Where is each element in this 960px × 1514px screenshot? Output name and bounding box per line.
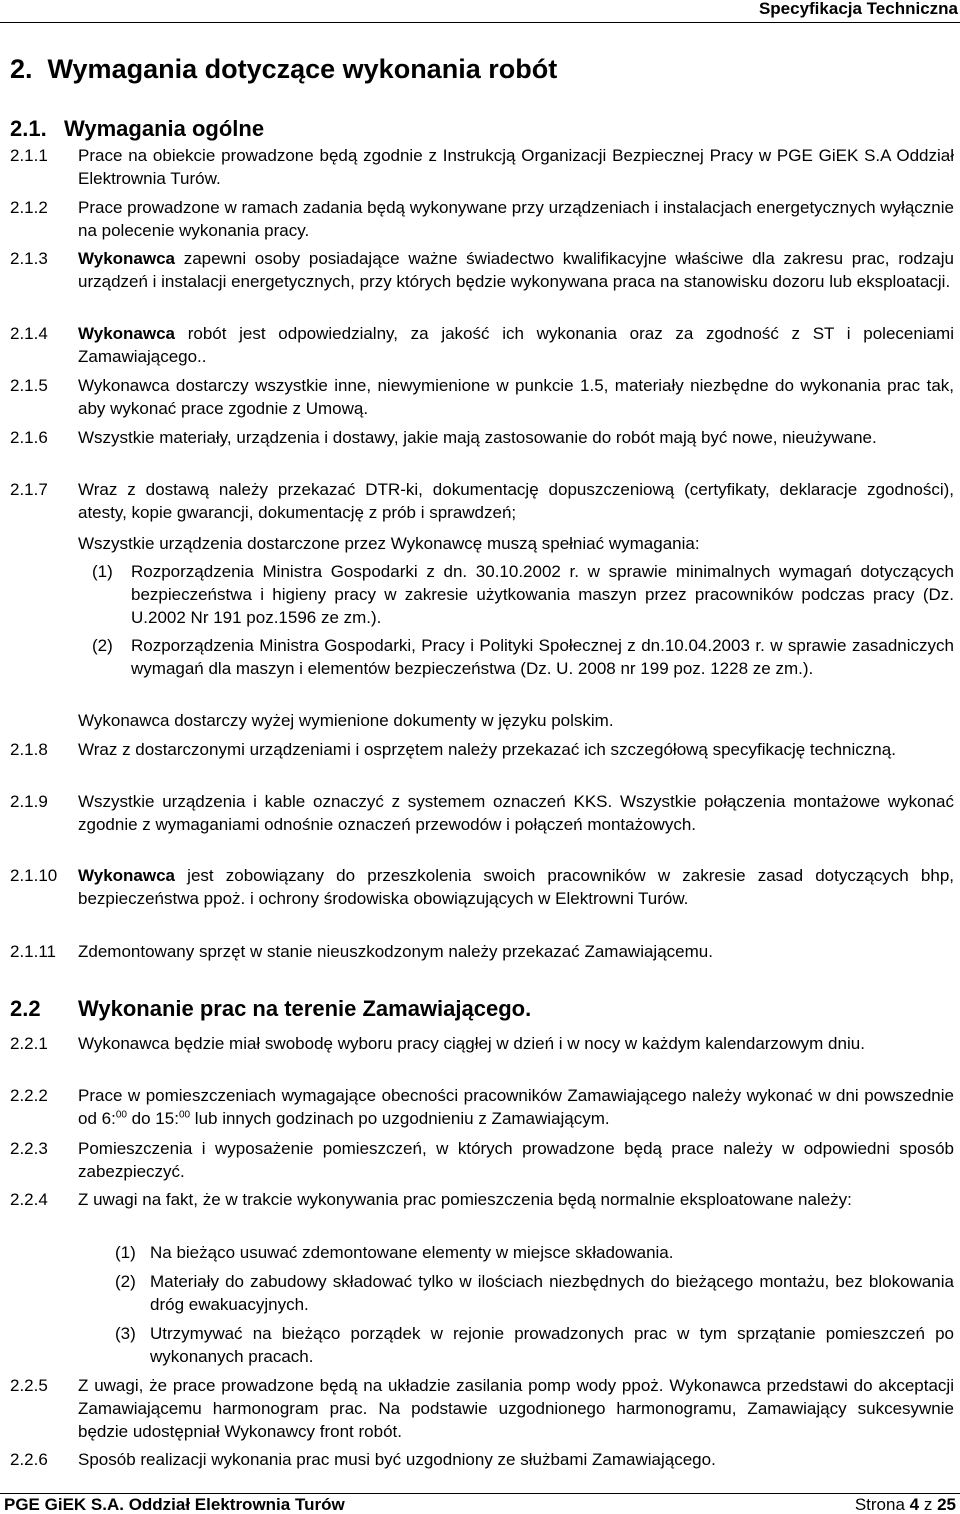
item-text xyxy=(78,322,954,368)
item-text-part: Prace w pomieszczeniach wymagające obecności pracowników Zamawiającego należy wykonać w dni powszednie od 6: xyxy=(78,1086,954,1128)
item-text xyxy=(78,864,954,910)
item-text: Prace na obiekcie prowadzone będą zgodnie z Instrukcją Organizacji Bezpiecznej Pracy w PGE GiEK S.A Oddział Elektrownia Turów. xyxy=(78,146,954,188)
list-item xyxy=(10,940,954,963)
item-text: Wraz z dostarczonymi urządzeniami i osprzętem należy przekazać ich szczegółową specyfikację techniczną. xyxy=(78,740,896,759)
list-item xyxy=(10,322,954,368)
rule-number: (3) xyxy=(115,1324,136,1343)
section-number: 2. xyxy=(10,54,33,84)
item-number: 2.2.6 xyxy=(10,1450,48,1469)
item-text: Wykonawca dostarczy wszystkie inne, niewymienione w punkcie 1.5, materiały niezbędne do wykonania prac tak, aby wykonać prace zgodnie z Umową. xyxy=(78,376,954,418)
section-heading xyxy=(10,52,557,86)
subsection-heading-2-2 xyxy=(10,995,531,1023)
item-text-rest: zapewni osoby posiadające ważne świadectwo kwalifikacyjne właściwe dla zakresu prac, rodzaju urządzeń i instalacji energetycznych, przy których będzie wykonywana praca na stanowisku dozoru lub eksploatacji. xyxy=(78,249,954,291)
item-number: 2.1.11 xyxy=(10,942,57,961)
list-item xyxy=(10,426,954,449)
list-item xyxy=(10,247,954,293)
item-number: 2.2.4 xyxy=(10,1190,48,1209)
list-item xyxy=(10,738,954,761)
item-number: 2.1.5 xyxy=(10,376,48,395)
subsection-number: 2.1. xyxy=(10,116,47,141)
list-item xyxy=(10,374,954,420)
rule-text: Utrzymywać na bieżąco porządek w rejonie prowadzonych prac w tym sprzątanie pomieszczeń po wykonanych pracach. xyxy=(150,1324,954,1366)
rule-number: (1) xyxy=(115,1243,136,1262)
item-number: 2.1.10 xyxy=(10,866,58,885)
list-item xyxy=(10,1448,954,1471)
header-rule xyxy=(0,22,960,23)
item-number: 2.2.5 xyxy=(10,1376,48,1395)
item-number: 2.2.1 xyxy=(10,1034,48,1053)
item-text-rest: jest zobowiązany do przeszkolenia swoich pracowników w zakresie zasad dotyczących bhp, bezpieczeństwa ppoż. i ochrony środowiska obowiązujących w Elektrowni Turów. xyxy=(78,866,954,908)
item-keyword: Wykonawca xyxy=(78,866,176,885)
section-title: Wymagania dotyczące wykonania robót xyxy=(47,54,558,84)
rule-text: Na bieżąco usuwać zdemontowane elementy w miejsce składowania. xyxy=(150,1243,674,1262)
requirement-number: (2) xyxy=(92,636,113,655)
footer-rule xyxy=(0,1493,960,1494)
item-text: Sposób realizacji wykonania prac musi być uzgodniony ze służbami Zamawiającego. xyxy=(78,1450,716,1469)
list-item xyxy=(10,1188,954,1211)
item-text: Wszystkie urządzenia i kable oznaczyć z systemem oznaczeń KKS. Wszystkie połączenia montażowe wykonać zgodnie z wymaganiami odnośnie oznaczeń przewodów i połączeń montażowych. xyxy=(78,792,954,834)
item-text: Wykonawca będzie miał swobodę wyboru pracy ciągłej w dzień i w nocy w każdym kalendarzowym dniu. xyxy=(78,1034,865,1053)
item-number: 2.1.9 xyxy=(10,792,48,811)
item-text: Wraz z dostawą należy przekazać DTR-ki, dokumentację dopuszczeniową (certyfikaty, deklaracje zgodności), atesty, kopie gwarancji, dokumentację z prób i sprawdzeń; xyxy=(78,480,954,522)
item-number: 2.2.2 xyxy=(10,1086,48,1105)
item-text: Z uwagi, że prace prowadzone będą na układzie zasilania pomp wody ppoż. Wykonawca przedstawi do akceptacji Zamawiającemu harmonogram prac. Na podstawie uzgodnionego harmonogramu, Zamawiający sukcesywnie będzie udostępniał Wykonawcy front robót. xyxy=(78,1376,954,1441)
list-item xyxy=(10,790,954,836)
item-number: 2.1.3 xyxy=(10,249,48,268)
rule-item xyxy=(115,1241,954,1264)
requirements-lead: Wszystkie urządzenia dostarczone przez Wykonawcę muszą spełniać wymagania: xyxy=(78,534,700,553)
list-item xyxy=(10,144,954,190)
time-superscript: 00 xyxy=(178,1109,191,1121)
item-text: Prace prowadzone w ramach zadania będą wykonywane przy urządzeniach i instalacjach energetycznych wyłącznie na polecenie wykonania pracy. xyxy=(78,198,954,240)
rule-item xyxy=(115,1322,954,1368)
rule-text: Materiały do zabudowy składować tylko w ilościach niezbędnych do bieżącego montażu, bez blokowania dróg ewakuacyjnych. xyxy=(150,1272,954,1314)
item-number: 2.1.8 xyxy=(10,740,48,759)
item-number: 2.1.7 xyxy=(10,480,48,499)
requirements-tail: Wykonawca dostarczy wyżej wymienione dokumenty w języku polskim. xyxy=(78,711,614,730)
requirement-number: (1) xyxy=(92,562,113,581)
current-page: 4 xyxy=(909,1495,920,1514)
list-item xyxy=(10,1374,954,1443)
requirement-text: Rozporządzenia Ministra Gospodarki, Pracy i Polityki Społecznej z dn.10.04.2003 r. w sprawie zasadniczych wymagań dla maszyn i elementów bezpieczeństwa (Dz. U. 2008 nr 199 poz. 1228 ze zm.). xyxy=(131,636,954,678)
total-pages: 25 xyxy=(937,1495,956,1514)
item-keyword: Wykonawca xyxy=(78,324,176,343)
subsection-number: 2.2 xyxy=(10,996,41,1021)
item-text-part: do 15: xyxy=(126,1109,179,1128)
footer-organization: PGE GiEK S.A. Oddział Elektrownia Turów xyxy=(4,1495,345,1514)
subsection-title: Wykonanie prac na terenie Zamawiającego. xyxy=(78,996,532,1021)
list-item xyxy=(10,1137,954,1183)
page-label: Strona xyxy=(854,1495,905,1514)
time-superscript: 00 xyxy=(115,1109,127,1121)
item-text: Wszystkie materiały, urządzenia i dostawy, jakie mają zastosowanie do robót mają być nowe, nieużywane. xyxy=(78,428,877,447)
item-text xyxy=(78,247,954,293)
subsection-title: Wymagania ogólne xyxy=(64,116,265,141)
item-text xyxy=(78,1084,954,1130)
list-item xyxy=(10,1084,954,1130)
running-header: Specyfikacja Techniczna xyxy=(758,0,958,18)
list-item xyxy=(10,864,954,910)
item-number: 2.1.1 xyxy=(10,146,48,165)
requirement-text: Rozporządzenia Ministra Gospodarki z dn. 30.10.2002 r. w sprawie minimalnych wymagań dotyczących bezpieczeństwa i higieny pracy w zakresie użytkowania maszyn przez pracowników podczas pracy (Dz. U.2002 Nr 191 poz.1596 ze zm.). xyxy=(131,562,954,627)
item-text: Z uwagi na fakt, że w trakcie wykonywania prac pomieszczenia będą normalnie eksploatowane należy: xyxy=(78,1190,852,1209)
page-number xyxy=(855,1496,956,1513)
list-item xyxy=(10,196,954,242)
item-number: 2.1.2 xyxy=(10,198,48,217)
rule-number: (2) xyxy=(115,1272,136,1291)
requirement-item xyxy=(92,560,954,629)
item-text-rest: robót jest odpowiedzialny, za jakość ich wykonania oraz za zgodność z ST i poleceniami Zamawiającego.. xyxy=(78,324,954,366)
item-text: Pomieszczenia i wyposażenie pomieszczeń, w których prowadzone będą prace należy w odpowiedni sposób zabezpieczyć. xyxy=(78,1139,954,1181)
item-number: 2.1.6 xyxy=(10,428,48,447)
item-number: 2.2.3 xyxy=(10,1139,48,1158)
rule-item xyxy=(115,1270,954,1316)
item-number: 2.1.4 xyxy=(10,324,48,343)
subsection-heading-2-1 xyxy=(10,115,264,143)
requirement-item xyxy=(92,634,954,680)
of-label: z xyxy=(923,1495,933,1514)
list-item xyxy=(10,478,954,524)
item-text-part: lub innych godzinach po uzgodnieniu z Zamawiającym. xyxy=(190,1109,610,1128)
item-text: Zdemontowany sprzęt w stanie nieuszkodzonym należy przekazać Zamawiającemu. xyxy=(78,942,713,961)
list-item xyxy=(10,1032,954,1055)
item-keyword: Wykonawca xyxy=(78,249,176,268)
